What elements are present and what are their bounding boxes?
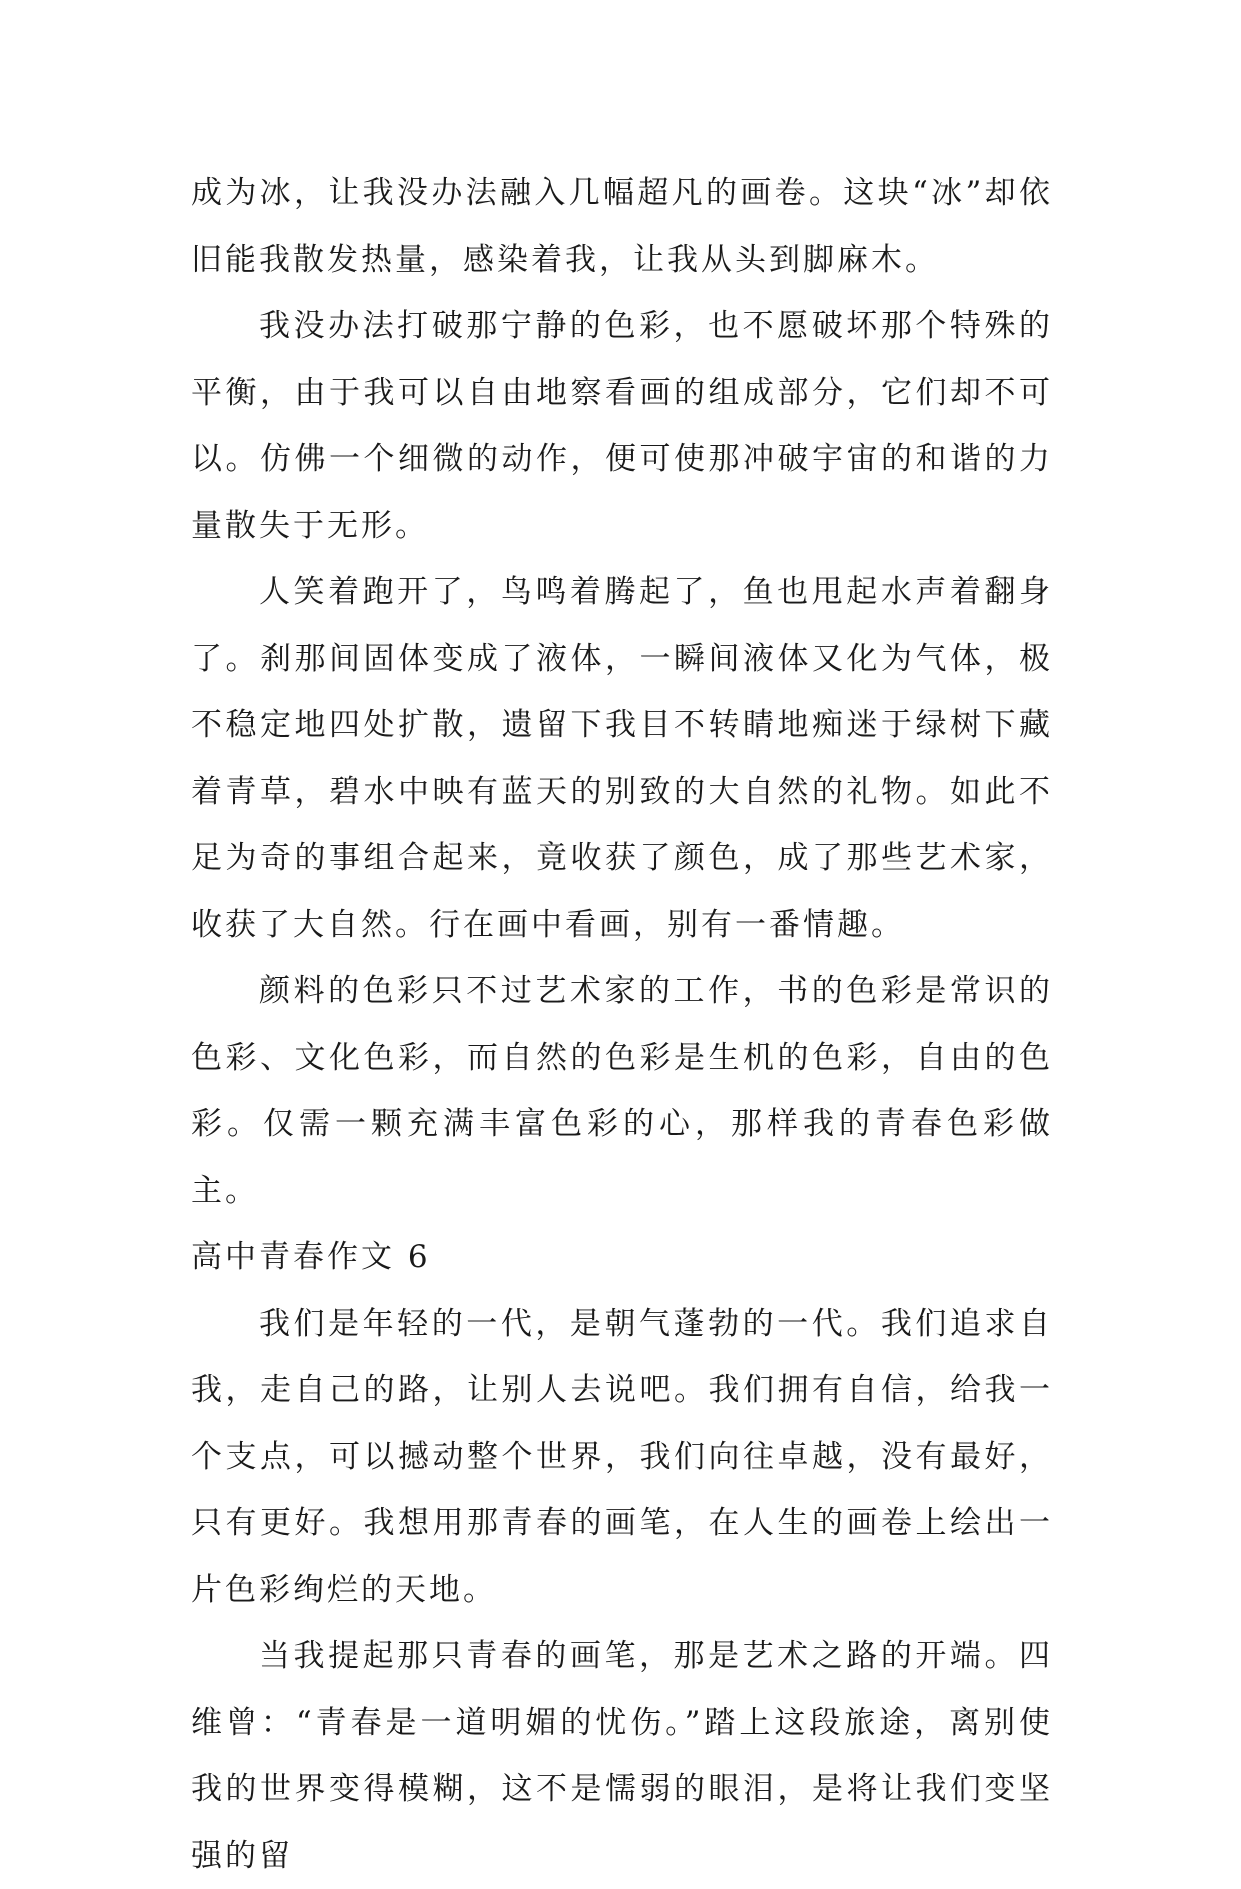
paragraph: 颜料的色彩只不过艺术家的工作，书的色彩是常识的色彩、文化色彩，而自然的色彩是生机的色彩，自由的色彩。仅需一颗充满丰富色彩的心，那样我的青春色彩做主。: [191, 973, 1053, 1209]
paragraph: 当我提起那只青春的画笔，那是艺术之路的开端。四维曾：“青春是一道明媚的忧伤。”踏上这段旅途，离别使我的世界变得模糊，这不是懦弱的眼泪，是将让我们变坚强的留: [191, 1638, 1053, 1874]
paragraph-continued: 成为冰，让我没办法融入几幅超凡的画卷。这块“冰”却依旧能我散发热量，感染着我，让我从头到脚麻木。: [191, 175, 1053, 278]
paragraph: 人笑着跑开了，鸟鸣着腾起了，鱼也甩起水声着翻身了。刹那间固体变成了液体，一瞬间液体又化为气体，极不稳定地四处扩散，遗留下我目不转睛地痴迷于绿树下藏着青草，碧水中映有蓝天的别致的大自然的礼物。如此不足为奇的事组合起来，竟收获了颜色，成了那些艺术家，收获了大自然。行在画中看画，别有一番情趣。: [191, 574, 1053, 943]
section-title: 高中青春作文 6: [191, 1239, 431, 1275]
paragraph: 我没办法打破那宁静的色彩，也不愿破坏那个特殊的平衡，由于我可以自由地察看画的组成部分，它们却不可以。仿佛一个细微的动作，便可使那冲破宇宙的和谐的力量散失于无形。: [191, 308, 1053, 544]
document-body: [191, 160, 1053, 1889]
paragraph: 我们是年轻的一代，是朝气蓬勃的一代。我们追求自我，走自己的路，让别人去说吧。我们拥有自信，给我一个支点，可以撼动整个世界，我们向往卓越，没有最好，只有更好。我想用那青春的画笔，在人生的画卷上绘出一片色彩绚烂的天地。: [191, 1305, 1053, 1608]
